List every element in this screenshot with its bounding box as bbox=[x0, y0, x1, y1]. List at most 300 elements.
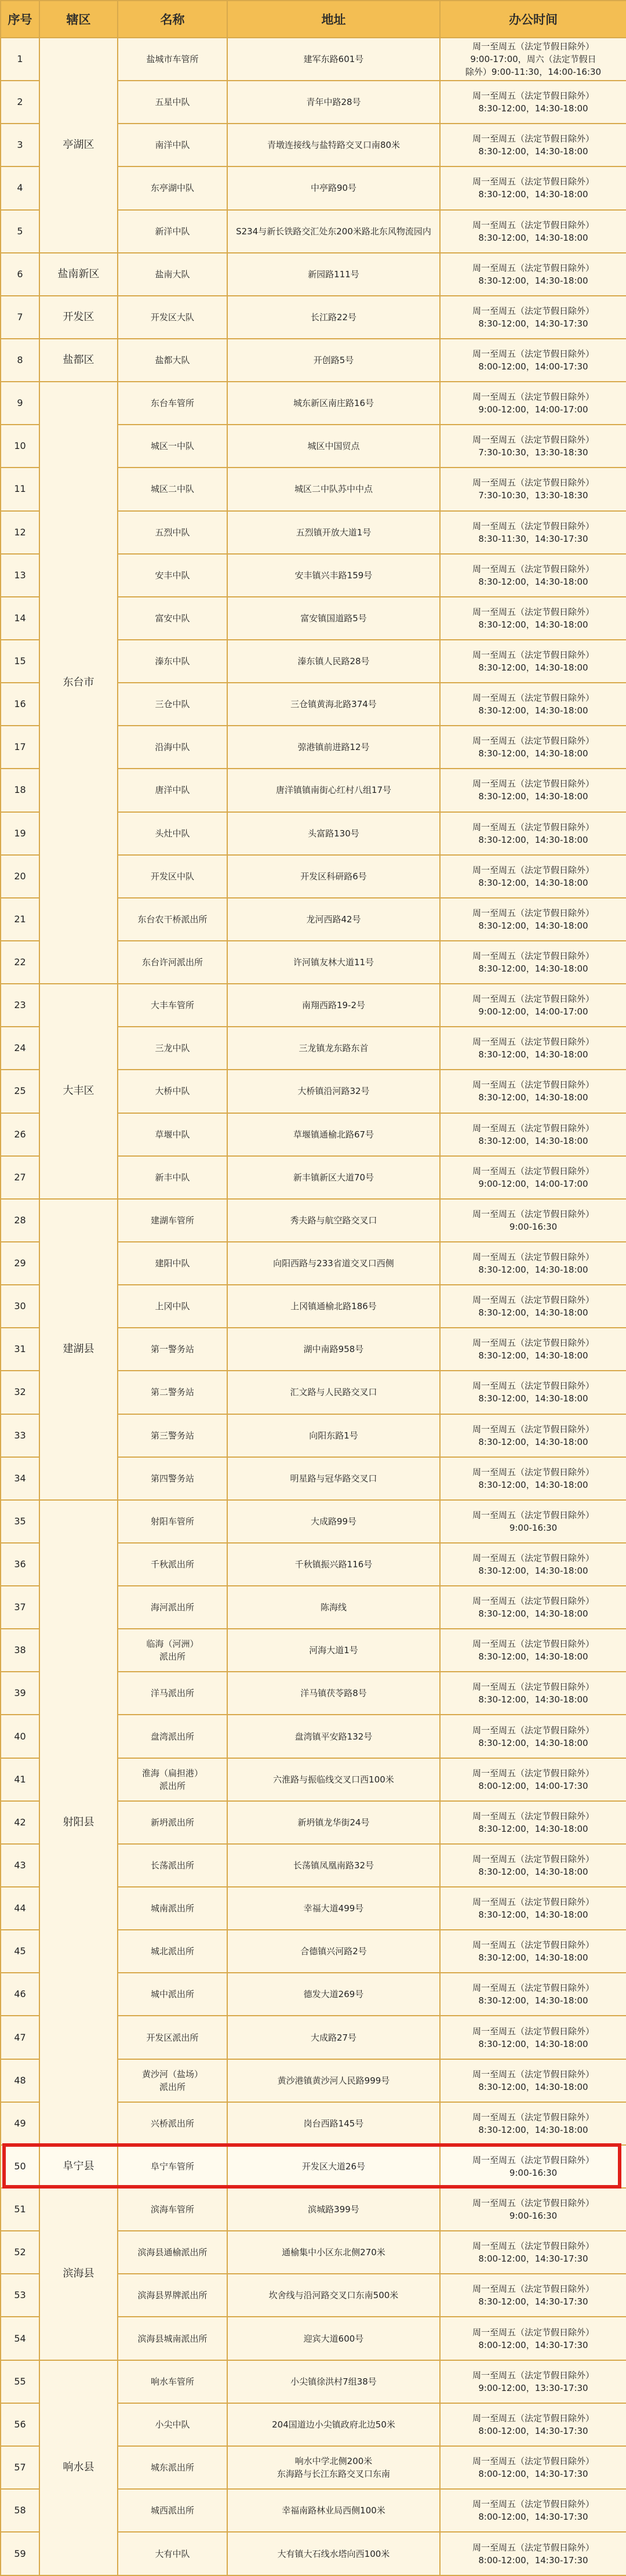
office-hours-line: 周一至周五（法定节假日除外） bbox=[472, 1423, 594, 1434]
office-name: 海河派出所 bbox=[118, 1586, 227, 1629]
office-address: 草堰镇通榆北路67号 bbox=[227, 1113, 440, 1156]
row-index: 55 bbox=[1, 2360, 39, 2403]
office-address: 大成路99号 bbox=[227, 1500, 440, 1543]
office-hours-line: 9:00-16:30 bbox=[509, 2211, 558, 2222]
office-hours-line: 周一至周五（法定节假日除外） bbox=[472, 1122, 594, 1133]
office-hours-line: 周一至周五（法定节假日除外） bbox=[472, 305, 594, 316]
row-index: 27 bbox=[1, 1156, 39, 1199]
office-hours bbox=[440, 2360, 626, 2403]
office-hours-line: 8:30-12:00，14:30-18:00 bbox=[478, 1436, 588, 1447]
row-index: 7 bbox=[1, 296, 39, 339]
office-hours-line: 周一至周五（法定节假日除外） bbox=[472, 2026, 594, 2037]
office-hours bbox=[440, 1371, 626, 1414]
office-hours-line: 8:00-12:00，14:00-17:30 bbox=[478, 1780, 588, 1791]
table-row bbox=[1, 984, 626, 1027]
office-address: 盘湾镇平安路132号 bbox=[227, 1715, 440, 1758]
row-index: 6 bbox=[1, 253, 39, 296]
row-index: 42 bbox=[1, 1801, 39, 1844]
row-index: 31 bbox=[1, 1328, 39, 1371]
row-index: 28 bbox=[1, 1199, 39, 1242]
office-hours-line: 周一至周五（法定节假日除外） bbox=[472, 1552, 594, 1563]
row-index: 8 bbox=[1, 339, 39, 382]
office-name-line: 淮海（扁担港） bbox=[141, 1767, 203, 1778]
office-name: 第二警务站 bbox=[118, 1371, 227, 1414]
office-name: 城东派出所 bbox=[118, 2446, 227, 2489]
office-name: 大丰车管所 bbox=[118, 984, 227, 1027]
office-address: 长荡镇凤凰南路32号 bbox=[227, 1844, 440, 1887]
office-hours-line: 周一至周五（法定节假日除外） bbox=[472, 1466, 594, 1477]
office-hours bbox=[440, 210, 626, 253]
office-hours-line: 9:00-16:30 bbox=[509, 1221, 558, 1232]
office-address: 溱东镇人民路28号 bbox=[227, 640, 440, 683]
office-name: 小尖中队 bbox=[118, 2403, 227, 2446]
row-index: 40 bbox=[1, 1715, 39, 1758]
district-cell: 盐南新区 bbox=[39, 253, 118, 296]
office-name: 滨海县城南派出所 bbox=[118, 2317, 227, 2360]
office-name: 新丰中队 bbox=[118, 1156, 227, 1199]
office-hours-line: 周一至周五（法定节假日除外） bbox=[472, 2370, 594, 2381]
office-hours bbox=[440, 1758, 626, 1801]
office-name: 城区一中队 bbox=[118, 425, 227, 468]
office-name: 溱东中队 bbox=[118, 640, 227, 683]
office-name: 兴桥派出所 bbox=[118, 2102, 227, 2145]
table-header-row bbox=[1, 1, 626, 38]
office-hours bbox=[440, 1457, 626, 1500]
office-address: 湖中南路958号 bbox=[227, 1328, 440, 1371]
office-address: S234与新长铁路交汇处东200米路北东风物流园内 bbox=[227, 210, 440, 253]
office-hours bbox=[440, 511, 626, 554]
district-cell: 射阳县 bbox=[39, 1500, 118, 2145]
office-hours-line: 周一至周五（法定节假日除外） bbox=[472, 907, 594, 918]
district-cell: 盐都区 bbox=[39, 339, 118, 382]
office-hours-line: 周一至周五（法定节假日除外） bbox=[472, 736, 594, 747]
office-hours-line: 8:30-12:00，14:30-18:00 bbox=[478, 1049, 588, 1060]
office-hours-line: 8:30-12:00，14:30-18:00 bbox=[478, 1694, 588, 1705]
row-index: 1 bbox=[1, 38, 39, 81]
office-name: 开发区大队 bbox=[118, 296, 227, 339]
table-body bbox=[1, 38, 626, 2575]
office-hours-line: 8:30-12:00，14:30-18:00 bbox=[478, 1479, 588, 1490]
office-address: 三仓镇黄海北路374号 bbox=[227, 683, 440, 726]
office-hours-line: 周一至周五（法定节假日除外） bbox=[472, 2198, 594, 2209]
row-index: 17 bbox=[1, 726, 39, 769]
office-address bbox=[227, 2446, 440, 2489]
office-address: 幸福南路林业局西侧100米 bbox=[227, 2489, 440, 2532]
office-hours-line: 周一至周五（法定节假日除外） bbox=[472, 1037, 594, 1048]
row-index: 22 bbox=[1, 941, 39, 984]
office-hours bbox=[440, 812, 626, 855]
office-name: 城北派出所 bbox=[118, 1930, 227, 1973]
office-hours bbox=[440, 2102, 626, 2145]
office-address: 开发区大道26号 bbox=[227, 2145, 440, 2188]
office-address: 弶港镇前进路12号 bbox=[227, 726, 440, 769]
office-address: 富安镇国道路5号 bbox=[227, 597, 440, 640]
office-hours bbox=[440, 1801, 626, 1844]
office-hours-line: 8:30-12:00，14:30-18:00 bbox=[478, 1350, 588, 1361]
office-hours bbox=[440, 898, 626, 941]
office-hours-line: 周一至周五（法定节假日除外） bbox=[472, 1682, 594, 1693]
office-address: 城东新区南庄路16号 bbox=[227, 382, 440, 425]
office-hours-line: 8:00-12:00，14:30-17:30 bbox=[478, 2425, 588, 2436]
office-name: 南洋中队 bbox=[118, 124, 227, 166]
office-name bbox=[118, 1629, 227, 1672]
office-hours-line: 8:30-12:00，14:30-18:00 bbox=[478, 1265, 588, 1275]
office-hours-line: 周一至周五（法定节假日除外） bbox=[472, 2111, 594, 2122]
row-index: 52 bbox=[1, 2231, 39, 2274]
office-hours-line: 8:30-12:00，14:30-18:00 bbox=[478, 1737, 588, 1748]
office-hours-line: 8:30-12:00，14:30-18:00 bbox=[478, 834, 588, 845]
office-hours-line: 周一至周五（法定节假日除外） bbox=[472, 2455, 594, 2466]
office-name: 千秋派出所 bbox=[118, 1543, 227, 1586]
office-address: 许河镇友林大道11号 bbox=[227, 941, 440, 984]
office-hours-line: 8:30-12:00，14:30-18:00 bbox=[478, 748, 588, 759]
office-address: 合德镇兴河路2号 bbox=[227, 1930, 440, 1973]
row-index: 2 bbox=[1, 81, 39, 124]
office-hours-line: 8:30-12:00，14:30-18:00 bbox=[478, 146, 588, 157]
office-hours-line: 8:30-12:00，14:30-18:00 bbox=[478, 1608, 588, 1619]
office-hours-line: 周一至周五（法定节假日除外） bbox=[472, 994, 594, 1005]
row-index: 44 bbox=[1, 1887, 39, 1930]
office-name: 响水车管所 bbox=[118, 2360, 227, 2403]
office-name: 东台农干桥派出所 bbox=[118, 898, 227, 941]
office-hours-line: 周一至周五（法定节假日除外） bbox=[472, 1381, 594, 1392]
office-hours-line: 8:30-12:00，14:30-18:00 bbox=[478, 1995, 588, 2006]
office-hours bbox=[440, 683, 626, 726]
office-hours-line: 周一至周五（法定节假日除外） bbox=[472, 2327, 594, 2338]
office-hours-line: 8:30-12:00，14:30-18:00 bbox=[478, 662, 588, 673]
office-name: 新坍派出所 bbox=[118, 1801, 227, 1844]
office-hours-line: 9:00-12:00，14:00-17:00 bbox=[478, 1006, 588, 1017]
office-name-line: 派出所 bbox=[159, 1780, 185, 1791]
office-hours bbox=[440, 769, 626, 811]
header-idx: 序号 bbox=[1, 1, 39, 38]
office-address: 滨城路399号 bbox=[227, 2188, 440, 2231]
office-address: 青墩连接线与盐特路交叉口南80米 bbox=[227, 124, 440, 166]
office-hours-line: 周一至周五（法定节假日除外） bbox=[472, 1338, 594, 1349]
office-hours bbox=[440, 2145, 626, 2188]
office-hours-line: 周一至周五（法定节假日除外） bbox=[472, 1639, 594, 1650]
header-address: 地址 bbox=[227, 1, 440, 38]
office-hours bbox=[440, 1629, 626, 1672]
row-index: 5 bbox=[1, 210, 39, 253]
office-hours-line: 周一至周五（法定节假日除外） bbox=[472, 1983, 594, 1994]
office-address-line: 东海路与长江东路交叉口东南 bbox=[276, 2468, 390, 2479]
office-hours-line: 8:30-12:00，14:30-17:30 bbox=[478, 2296, 588, 2307]
office-hours bbox=[440, 1113, 626, 1156]
office-name: 开发区中队 bbox=[118, 855, 227, 898]
office-hours-line: 周一至周五（法定节假日除外） bbox=[472, 1165, 594, 1176]
office-name: 盐城市车管所 bbox=[118, 38, 227, 81]
office-address-line: 响水中学北侧200米 bbox=[294, 2455, 373, 2466]
header-district: 辖区 bbox=[39, 1, 118, 38]
office-hours-line: 周一至周五（法定节假日除外） bbox=[472, 41, 594, 52]
office-hours bbox=[440, 425, 626, 468]
office-name-line: 临海（河洲） bbox=[146, 1639, 199, 1650]
office-name: 第一警务站 bbox=[118, 1328, 227, 1371]
office-hours-line: 周一至周五（法定节假日除外） bbox=[472, 1208, 594, 1219]
row-index: 38 bbox=[1, 1629, 39, 1672]
office-name: 洋马派出所 bbox=[118, 1672, 227, 1715]
office-hours-line: 周一至周五（法定节假日除外） bbox=[472, 1252, 594, 1262]
office-address: 大成路27号 bbox=[227, 2016, 440, 2059]
office-hours bbox=[440, 1156, 626, 1199]
office-hours bbox=[440, 468, 626, 510]
row-index: 56 bbox=[1, 2403, 39, 2446]
office-hours-line: 8:30-12:00，14:30-18:00 bbox=[478, 920, 588, 931]
office-hours bbox=[440, 855, 626, 898]
office-hours-line: 8:30-12:00，14:30-18:00 bbox=[478, 619, 588, 630]
office-hours-line: 8:30-12:00，14:30-18:00 bbox=[478, 1565, 588, 1576]
row-index: 18 bbox=[1, 769, 39, 811]
office-hours-line: 8:30-12:00，14:30-18:00 bbox=[478, 877, 588, 888]
table-row bbox=[1, 382, 626, 425]
office-hours bbox=[440, 1543, 626, 1586]
office-address: 向阳西路与233省道交叉口西侧 bbox=[227, 1242, 440, 1285]
office-address: 幸福大道499号 bbox=[227, 1887, 440, 1930]
district-cell: 开发区 bbox=[39, 296, 118, 339]
office-address: 小尖镇徐洪村7组38号 bbox=[227, 2360, 440, 2403]
office-hours-line: 周一至周五（法定节假日除外） bbox=[472, 392, 594, 403]
office-address: 龙河西路42号 bbox=[227, 898, 440, 941]
office-address: 建军东路601号 bbox=[227, 38, 440, 81]
office-name: 唐洋中队 bbox=[118, 769, 227, 811]
office-address: 城区中国贸点 bbox=[227, 425, 440, 468]
office-hours-line: 8:30-11:30，14:30-17:30 bbox=[478, 533, 588, 544]
office-hours bbox=[440, 124, 626, 166]
office-address: 六淮路与振临线交叉口西100米 bbox=[227, 1758, 440, 1801]
row-index: 20 bbox=[1, 855, 39, 898]
row-index: 36 bbox=[1, 1543, 39, 1586]
office-address: 上冈镇通榆北路186号 bbox=[227, 1285, 440, 1328]
office-hours bbox=[440, 2489, 626, 2532]
office-hours bbox=[440, 1414, 626, 1457]
office-hours-line: 8:30-12:00，14:30-18:00 bbox=[478, 232, 588, 243]
row-index: 41 bbox=[1, 1758, 39, 1801]
row-index: 50 bbox=[1, 2145, 39, 2188]
office-hours-line: 周一至周五（法定节假日除外） bbox=[472, 219, 594, 230]
office-hours-line: 周一至周五（法定节假日除外） bbox=[472, 520, 594, 531]
office-address: 开创路5号 bbox=[227, 339, 440, 382]
office-name: 滨海车管所 bbox=[118, 2188, 227, 2231]
row-index: 58 bbox=[1, 2489, 39, 2532]
office-name: 滨海县界牌派出所 bbox=[118, 2274, 227, 2317]
office-hours bbox=[440, 1586, 626, 1629]
row-index: 46 bbox=[1, 1973, 39, 2016]
office-address: 向阳东路1号 bbox=[227, 1414, 440, 1457]
district-cell: 东台市 bbox=[39, 382, 118, 984]
office-hours-line: 周一至周五（法定节假日除外） bbox=[472, 1079, 594, 1090]
table-row bbox=[1, 339, 626, 382]
office-name: 第四警务站 bbox=[118, 1457, 227, 1500]
office-hours-line: 8:00-12:00，14:30-17:30 bbox=[478, 2512, 588, 2523]
office-name: 滨海县通榆派出所 bbox=[118, 2231, 227, 2274]
office-hours bbox=[440, 382, 626, 425]
office-name: 盘湾派出所 bbox=[118, 1715, 227, 1758]
office-hours bbox=[440, 339, 626, 382]
row-index: 25 bbox=[1, 1070, 39, 1113]
office-address: 坎舍线与沿河路交叉口东南500米 bbox=[227, 2274, 440, 2317]
office-hours bbox=[440, 726, 626, 769]
office-address: 大有镇大石线水塔向西100米 bbox=[227, 2532, 440, 2575]
office-name: 三龙中队 bbox=[118, 1027, 227, 1070]
office-hours-line: 8:30-12:00，14:30-18:00 bbox=[478, 1823, 588, 1834]
row-index: 53 bbox=[1, 2274, 39, 2317]
office-name: 五星中队 bbox=[118, 81, 227, 124]
office-address: 德发大道269号 bbox=[227, 1973, 440, 2016]
office-name-line: 派出所 bbox=[159, 2081, 185, 2092]
table-row bbox=[1, 1199, 626, 1242]
office-address: 长江路22号 bbox=[227, 296, 440, 339]
office-hours bbox=[440, 2016, 626, 2059]
office-hours-line: 周一至周五（法定节假日除外） bbox=[472, 176, 594, 187]
office-hours-line: 8:00-12:00，14:30-17:30 bbox=[478, 2339, 588, 2350]
office-hours bbox=[440, 1070, 626, 1113]
office-hours-line: 周一至周五（法定节假日除外） bbox=[472, 1596, 594, 1607]
office-name: 五烈中队 bbox=[118, 511, 227, 554]
table-row bbox=[1, 1500, 626, 1543]
header-name: 名称 bbox=[118, 1, 227, 38]
office-name: 城中派出所 bbox=[118, 1973, 227, 2016]
office-name: 东亭湖中队 bbox=[118, 166, 227, 209]
office-address: 新丰镇新区大道70号 bbox=[227, 1156, 440, 1199]
office-address: 大桥镇沿河路32号 bbox=[227, 1070, 440, 1113]
table-row bbox=[1, 38, 626, 81]
office-address: 城区二中队苏中中点 bbox=[227, 468, 440, 510]
office-name: 头灶中队 bbox=[118, 812, 227, 855]
office-hours-line: 8:30-12:00，14:30-18:00 bbox=[478, 1092, 588, 1103]
office-hours-line: 8:30-12:00，14:30-18:00 bbox=[478, 1307, 588, 1318]
office-hours-line: 周一至周五（法定节假日除外） bbox=[472, 1767, 594, 1778]
office-hours-line: 8:30-12:00，14:30-18:00 bbox=[478, 1651, 588, 1662]
office-hours-line: 8:30-12:00，14:30-18:00 bbox=[478, 1393, 588, 1404]
office-hours-line: 8:30-12:00，14:30-17:30 bbox=[478, 318, 588, 329]
row-index: 11 bbox=[1, 468, 39, 510]
office-hours bbox=[440, 1027, 626, 1070]
office-name: 东台许河派出所 bbox=[118, 941, 227, 984]
office-address: 三龙镇龙东路东首 bbox=[227, 1027, 440, 1070]
office-hours-line: 周一至周五（法定节假日除外） bbox=[472, 349, 594, 360]
office-hours-line: 9:00-17:00，周六（法定节假日 bbox=[470, 54, 596, 65]
row-index: 59 bbox=[1, 2532, 39, 2575]
office-hours-line: 周一至周五（法定节假日除外） bbox=[472, 262, 594, 273]
office-hours bbox=[440, 1973, 626, 2016]
office-hours bbox=[440, 296, 626, 339]
office-name: 盐都大队 bbox=[118, 339, 227, 382]
table-row bbox=[1, 2145, 626, 2188]
office-hours bbox=[440, 597, 626, 640]
row-index: 34 bbox=[1, 1457, 39, 1500]
office-hours bbox=[440, 2403, 626, 2446]
office-hours bbox=[440, 640, 626, 683]
row-index: 15 bbox=[1, 640, 39, 683]
office-hours bbox=[440, 81, 626, 124]
office-hours-line: 8:30-12:00，14:30-18:00 bbox=[478, 963, 588, 974]
row-index: 30 bbox=[1, 1285, 39, 1328]
office-hours-line: 8:00-12:00，14:30-17:30 bbox=[478, 2555, 588, 2566]
office-hours-line: 周一至周五（法定节假日除外） bbox=[472, 477, 594, 488]
office-hours-line: 周一至周五（法定节假日除外） bbox=[472, 133, 594, 144]
row-index: 10 bbox=[1, 425, 39, 468]
office-hours-line: 周一至周五（法定节假日除外） bbox=[472, 2499, 594, 2510]
header-hours: 办公时间 bbox=[440, 1, 626, 38]
office-hours-line: 8:00-12:00，14:30-17:30 bbox=[478, 2253, 588, 2265]
office-hours-line: 周一至周五（法定节假日除外） bbox=[472, 821, 594, 832]
office-name: 建阳中队 bbox=[118, 1242, 227, 1285]
row-index: 23 bbox=[1, 984, 39, 1027]
office-name: 建湖车管所 bbox=[118, 1199, 227, 1242]
office-address: 岗台西路145号 bbox=[227, 2102, 440, 2145]
row-index: 33 bbox=[1, 1414, 39, 1457]
office-name: 上冈中队 bbox=[118, 1285, 227, 1328]
office-name-line: 黄沙河（盐场） bbox=[141, 2068, 203, 2079]
row-index: 39 bbox=[1, 1672, 39, 1715]
office-address: 开发区科研路6号 bbox=[227, 855, 440, 898]
office-hours-line: 周一至周五（法定节假日除外） bbox=[472, 1509, 594, 1520]
office-hours-line: 周一至周五（法定节假日除外） bbox=[472, 864, 594, 875]
office-hours bbox=[440, 38, 626, 81]
office-hours-line: 周一至周五（法定节假日除外） bbox=[472, 2284, 594, 2295]
row-index: 3 bbox=[1, 124, 39, 166]
office-hours bbox=[440, 1672, 626, 1715]
office-hours-line: 周一至周五（法定节假日除外） bbox=[472, 2412, 594, 2423]
row-index: 21 bbox=[1, 898, 39, 941]
office-hours bbox=[440, 166, 626, 209]
office-hours-line: 9:00-16:30 bbox=[509, 2167, 558, 2178]
office-hours-line: 8:30-12:00，14:30-18:00 bbox=[478, 189, 588, 200]
office-name: 城西派出所 bbox=[118, 2489, 227, 2532]
office-hours bbox=[440, 1285, 626, 1328]
office-hours-line: 周一至周五（法定节假日除外） bbox=[472, 778, 594, 789]
office-hours bbox=[440, 1930, 626, 1973]
office-address: 陈海线 bbox=[227, 1586, 440, 1629]
office-hours-line: 8:30-12:00，14:30-18:00 bbox=[478, 1952, 588, 1963]
office-hours-line: 8:30-12:00，14:30-18:00 bbox=[478, 576, 588, 587]
office-hours-line: 周一至周五（法定节假日除外） bbox=[472, 563, 594, 574]
district-cell: 大丰区 bbox=[39, 984, 118, 1199]
office-hours-line: 8:00-12:00，14:00-17:30 bbox=[478, 361, 588, 372]
office-address: 河海大道1号 bbox=[227, 1629, 440, 1672]
table-row bbox=[1, 296, 626, 339]
table-row bbox=[1, 253, 626, 296]
row-index: 26 bbox=[1, 1113, 39, 1156]
office-address: 头富路130号 bbox=[227, 812, 440, 855]
row-index: 14 bbox=[1, 597, 39, 640]
row-index: 9 bbox=[1, 382, 39, 425]
office-name: 城区二中队 bbox=[118, 468, 227, 510]
office-address: 汇文路与人民路交叉口 bbox=[227, 1371, 440, 1414]
office-address: 新坍镇龙华街24号 bbox=[227, 1801, 440, 1844]
office-address: 通榆集中小区东北侧270米 bbox=[227, 2231, 440, 2274]
office-hours-line: 周一至周五（法定节假日除外） bbox=[472, 1295, 594, 1306]
office-hours bbox=[440, 2274, 626, 2317]
office-name-line: 派出所 bbox=[159, 1651, 185, 1662]
office-hours-line: 周一至周五（法定节假日除外） bbox=[472, 1810, 594, 1821]
office-hours bbox=[440, 1887, 626, 1930]
office-address: 安丰镇兴丰路159号 bbox=[227, 554, 440, 597]
office-hours-line: 8:30-12:00，14:30-18:00 bbox=[478, 275, 588, 286]
row-index: 51 bbox=[1, 2188, 39, 2231]
office-hours-line: 7:30-10:30，13:30-18:30 bbox=[478, 490, 588, 501]
office-name bbox=[118, 1758, 227, 1801]
district-cell: 建湖县 bbox=[39, 1199, 118, 1500]
office-hours bbox=[440, 941, 626, 984]
district-cell: 滨海县 bbox=[39, 2188, 118, 2360]
office-hours bbox=[440, 2532, 626, 2575]
district-cell: 响水县 bbox=[39, 2360, 118, 2575]
office-name: 阜宁车管所 bbox=[118, 2145, 227, 2188]
office-name: 开发区派出所 bbox=[118, 2016, 227, 2059]
office-hours-line: 9:00-12:00，13:30-17:30 bbox=[478, 2382, 588, 2393]
